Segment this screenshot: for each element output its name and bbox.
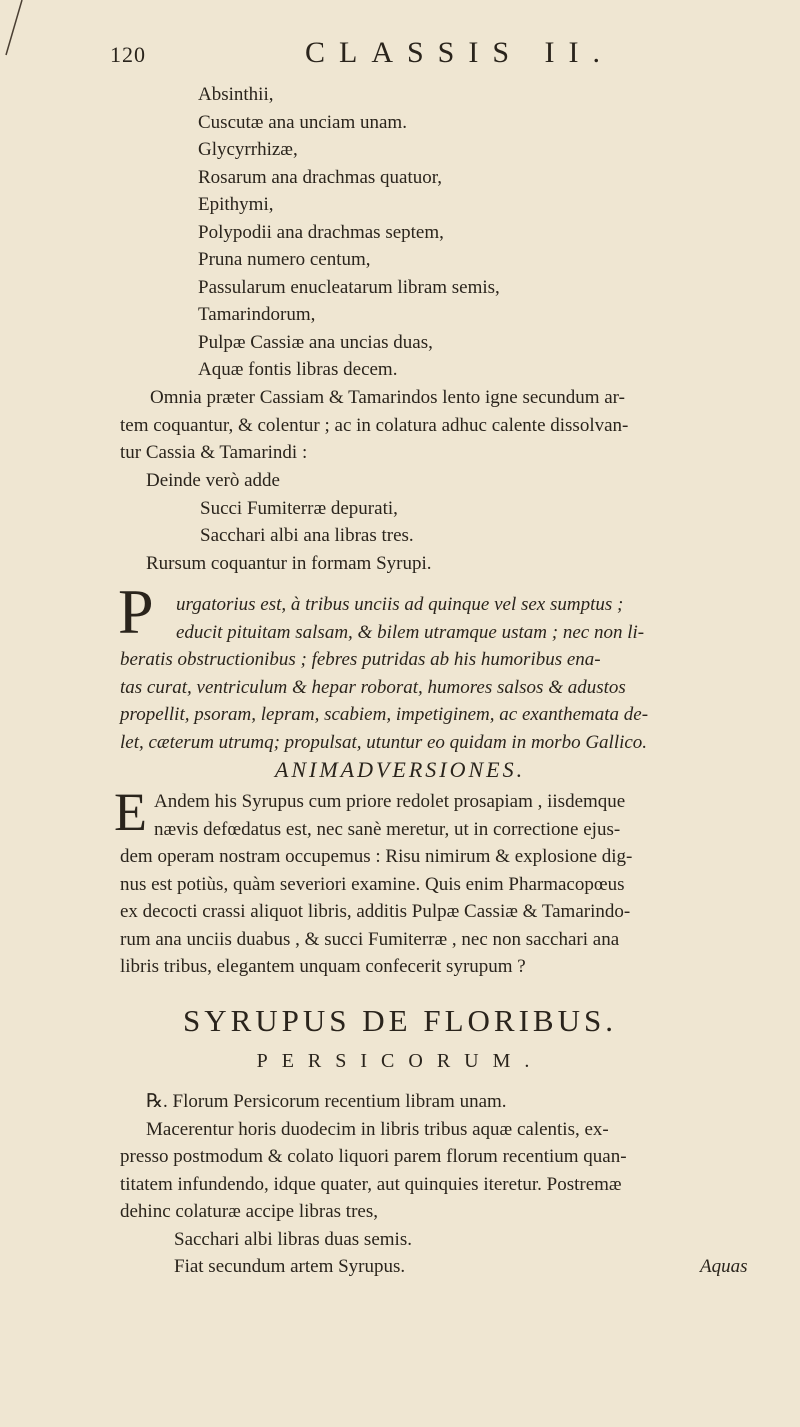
page-number: 120 xyxy=(110,42,146,67)
animadversiones-dropcap: E xyxy=(114,782,147,842)
animadversiones-line: rum ana unciis duabus , & succi Fumiterræ , nec non sacchari ana xyxy=(120,928,620,950)
syrupus-line: ℞. Florum Persicorum recentium libram unam. xyxy=(146,1091,507,1112)
virtues-line: let, cæterum utrumq; propulsat, utuntur eo quidam in morbo Gallico. xyxy=(120,731,648,753)
method-line: tur Cassia & Tamarindi : xyxy=(120,442,308,463)
deinde-line: Succi Fumiterræ depurati, xyxy=(200,497,398,519)
virtues-dropcap: P xyxy=(118,576,154,647)
ingredient-line: Aquæ fontis libras decem. xyxy=(198,359,398,380)
virtues-line: propellit, psoram, lepram, scabiem, impetiginem, ac exanthemata de- xyxy=(120,704,649,725)
virtues-line: beratis obstructionibus ; febres putridas ab his humoribus ena- xyxy=(120,649,601,670)
page-header xyxy=(110,36,670,76)
syrupus-line: dehinc colaturæ accipe libras tres, xyxy=(120,1201,378,1222)
syrupus-paragraph xyxy=(120,1088,770,1281)
syrupus-line: Macerentur horis duodecim in libris tribus aquæ calentis, ex- xyxy=(146,1118,609,1140)
animadversiones-heading: ANIMADVERSIONES. xyxy=(274,757,526,782)
method-paragraph xyxy=(120,384,628,467)
deinde-line: Deinde verò adde xyxy=(146,470,280,491)
animadversiones-line: Andem his Syrupus cum priore redolet prosapiam , iisdemque xyxy=(154,791,626,812)
animadversiones-line: dem operam nostram occupemus : Risu nimirum & explosione dig- xyxy=(120,846,633,867)
syrupus-subtitle: PERSICORUM. xyxy=(256,1050,544,1072)
syrupus-line: presso postmodum & colato liquori parem florum recentium quan- xyxy=(120,1146,627,1167)
syrupus-line: Fiat secundum artem Syrupus. xyxy=(174,1256,406,1277)
ingredient-line: Cuscutæ ana unciam unam. xyxy=(198,111,407,133)
animadversiones-line: ex decocti crassi aliquot libris, additis Pulpæ Cassiæ & Tamarindo- xyxy=(120,901,631,922)
ingredient-line: Pulpæ Cassiæ ana uncias duas, xyxy=(198,331,433,353)
ingredient-list xyxy=(198,82,500,385)
syrupus-title: SYRUPUS DE FLORIBUS. xyxy=(182,1003,617,1038)
ingredient-line: Polypodii ana drachmas septem, xyxy=(198,221,444,243)
deinde-block xyxy=(146,467,414,550)
catchword: Aquas xyxy=(700,1256,748,1277)
virtues-line: tas curat, ventriculum & hepar roborat, humores salsos & adustos xyxy=(120,676,626,698)
syrupus-line: titatem infundendo, idque quater, aut quinquies iteretur. Postremæ xyxy=(120,1173,622,1195)
ingredient-line: Absinthii, xyxy=(198,84,274,105)
animadversiones-paragraph xyxy=(120,788,760,981)
ingredient-line: Glycyrrhizæ, xyxy=(198,139,298,160)
deinde-line: Sacchari albi ana libras tres. xyxy=(200,525,414,546)
method-line: Omnia præter Cassiam & Tamarindos lento igne secundum ar- xyxy=(150,387,625,408)
ingredient-line: Rosarum ana drachmas quatuor, xyxy=(198,166,443,188)
ingredient-line: Passularum enucleatarum libram semis, xyxy=(198,276,500,298)
animadversiones-line: nævis defœdatus est, nec sanè meretur, ut in correctione ejus- xyxy=(154,818,621,840)
method-line: tem coquantur, & colentur ; ac in colatura adhuc calente dissolvan- xyxy=(120,414,629,436)
rursum-line: Rursum coquantur in formam Syrupi. xyxy=(146,553,432,574)
virtues-line: urgatorius est, à tribus unciis ad quinque vel sex sumptus ; xyxy=(176,594,624,615)
running-title: CLASSIS II. xyxy=(305,36,615,69)
ingredient-line: Tamarindorum, xyxy=(198,304,316,325)
ingredient-line: Pruna numero centum, xyxy=(198,249,371,270)
ingredient-line: Epithymi, xyxy=(198,194,274,215)
virtues-line: educit pituitam salsam, & bilem utramque ustam ; nec non li- xyxy=(176,621,645,643)
animadversiones-line: nus est potiùs, quàm severiori examine. Quis enim Pharmacopœus xyxy=(120,873,625,895)
pen-stroke-mark xyxy=(0,0,40,70)
animadversiones-line: libris tribus, elegantem unquam confecerit syrupum ? xyxy=(120,956,526,977)
virtues-paragraph xyxy=(120,591,760,756)
syrupus-line: Sacchari albi libras duas semis. xyxy=(174,1228,412,1250)
